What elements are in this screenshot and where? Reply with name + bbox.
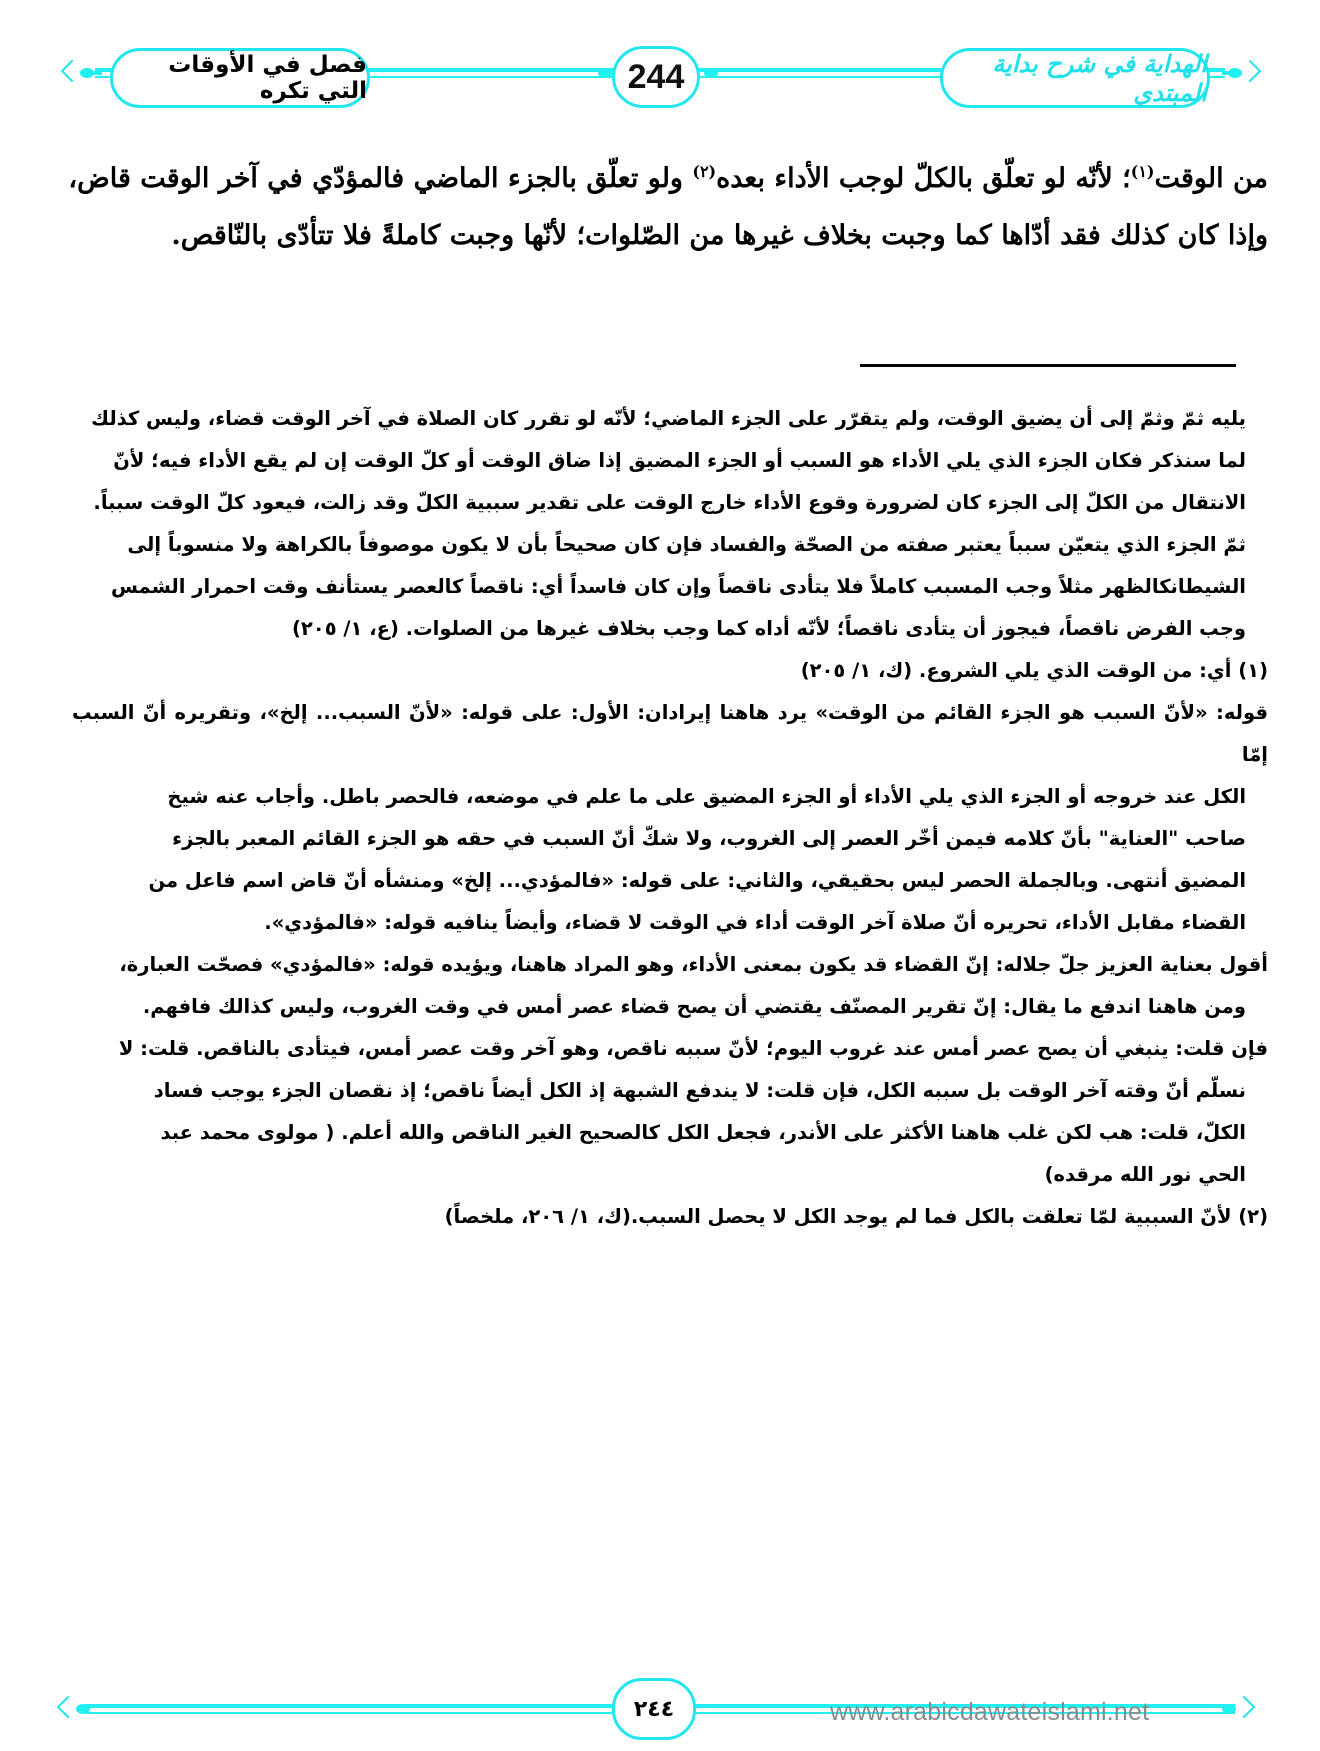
- commentary-line: المضيق أنتهى. وبالجملة الحصر ليس بحقيقي، والثاني: على قوله: «فالمؤدي... إلخ» ومنشأه أنّ قاض اسم فاعل من: [148, 869, 1246, 892]
- main-text-segment: ولو تعلّق بالجزء الماضي فالمؤدّي في آخر الوقت قاض،: [68, 163, 693, 194]
- main-text-segment: ؛ لأنّه لو تعلّق بالكلّ لوجب الأداء بعده: [716, 163, 1131, 194]
- commentary-block-2: [72, 692, 1268, 944]
- page-footer: [0, 1640, 1320, 1751]
- footnotes: [72, 398, 1268, 1238]
- commentary-line: القضاء مقابل الأداء، تحريره أنّ صلاة آخر الوقت أداء في الوقت لا قضاء، وأيضاً ينافيه قوله: «فالمؤدي».: [264, 911, 1246, 934]
- footnote-ref-1[interactable]: (١): [1130, 162, 1155, 181]
- commentary-block-4: [72, 1028, 1268, 1196]
- footer-page-number: ٢٤٤: [633, 1696, 675, 1722]
- commentary-line: أقول بعناية العزيز جلّ جلاله: إنّ القضاء قد يكون بمعنى الأداء، وهو المراد هاهنا، ويؤيده قوله: «فالمؤدي» فصحّت العبارة،: [119, 953, 1268, 976]
- commentary-line: وجب الفرض ناقصاً، فيجوز أن يتأدى ناقصاً؛ لأنّه أداه كما وجب بخلاف غيرها من الصلوات. (ع، ١/ ٢٠٥): [291, 617, 1246, 640]
- right-finial-icon: [1222, 62, 1260, 84]
- center-left-finial-icon: [578, 62, 616, 84]
- commentary-text: يرد هاهنا إيرادان: الأول: على قوله: «لأنّ السبب... إلخ»، وتقريره أنّ السبب إمّا: [72, 701, 1268, 766]
- footnote-divider: [860, 364, 1236, 367]
- footnote-1: (١) أي: من الوقت الذي يلي الشروع. (ك، ١/ ٢٠٥): [800, 659, 1268, 682]
- left-finial-icon: [60, 62, 98, 84]
- footer-right-finial-icon: [1218, 1698, 1256, 1720]
- commentary-line: فإن قلت: ينبغي أن يصح عصر أمس عند غروب اليوم؛ لأنّ سببه ناقص، وهو آخر وقت عصر أمس، فيتأدى بالناقص. قلت: لا: [118, 1037, 1268, 1060]
- main-text-line: وإذا كان كذلك فقد أدّاها كما وجبت بخلاف غيرها من الصّلوات؛ لأنّها وجبت كاملةً فلا تتأدّى بالنّاقص.: [171, 220, 1268, 251]
- commentary-line: الانتقال من الكلّ إلى الجزء كان لضرورة وقوع الأداء خارج الوقت على تقدير سببية الكلّ وقد زالت، فيعود كلّ الوقت سبباً.: [93, 491, 1246, 514]
- book-title-badge: [940, 48, 1210, 108]
- footnote-ref-2[interactable]: (٢): [692, 162, 717, 181]
- main-text-line: [52, 150, 1268, 207]
- commentary-line: ومن هاهنا اندفع ما يقال: إنّ تقرير المصنّف يقتضي أن يصح قضاء عصر أمس في وقت الغروب، وليس كذالك فافهم.: [142, 995, 1246, 1018]
- commentary-block-3: [72, 944, 1268, 1028]
- commentary-line: الشيطانكالظهر مثلاً وجب المسبب كاملاً فلا يتأدى ناقصاً وإن كان فاسداً أي: ناقصاً كالعصر يستأنف وقت احمرار الشمس: [110, 575, 1246, 598]
- commentary-line: ثمّ الجزء الذي يتعيّن سبباً يعتبر صفته من الصحّة والفساد فإن كان صحيحاً بأن لا يكون موصوفاً بالكراهة ولا منسوباً إلى: [127, 533, 1246, 556]
- book-title: الهداية في شرح بداية المبتدي: [992, 49, 1207, 107]
- commentary-line: نسلّم أنّ وقته آخر الوقت بل سببه الكل، فإن قلت: لا يندفع الشبهة إذ الكل أيضاً ناقص؛ إذ نقصان الجزء يوجب فساد: [153, 1079, 1246, 1102]
- commentary-line: [72, 692, 1268, 776]
- commentary-line: صاحب "العناية" بأنّ كلامه فيمن أخّر العصر إلى الغروب، ولا شكّ أنّ السبب في حقه هو الجزء القائم المعبر بالجزء: [172, 827, 1246, 850]
- page-header: [0, 0, 1320, 130]
- page-number: 244: [627, 57, 685, 96]
- main-text: [52, 150, 1268, 264]
- center-right-finial-icon: [700, 62, 738, 84]
- section-title-badge: [110, 48, 370, 108]
- watermark-url[interactable]: www.arabicdawateislami.net: [830, 1698, 1150, 1726]
- main-text-segment: من الوقت: [1154, 163, 1268, 194]
- lemma-quote: قوله: «لأنّ السبب هو الجزء القائم من الوقت»: [815, 701, 1268, 724]
- commentary-line: الكلّ، قلت: هب لكن غلب هاهنا الأكثر على الأندر، فجعل الكل كالصحيح الغير الناقص والله أعلم. ( مولوى محمد عبد: [160, 1121, 1246, 1144]
- commentary-block-1: [72, 398, 1268, 650]
- footer-page-number-badge: [612, 1678, 696, 1740]
- footer-left-finial-icon: [56, 1698, 94, 1720]
- section-title: فصل في الأوقات التي تكره: [168, 52, 367, 104]
- commentary-line: الحي نور الله مرقده): [1044, 1163, 1246, 1186]
- commentary-line: لما سنذكر فكان الجزء الذي يلي الأداء هو السبب أو الجزء المضيق إذا ضاق الوقت أو كلّ الوقت إن لم يقع الأداء فيه؛ لأنّ: [113, 449, 1246, 472]
- footnote-2: (٢) لأنّ السببية لمّا تعلقت بالكل فما لم يوجد الكل لا يحصل السبب.(ك، ١/ ٢٠٦، ملخصاً): [444, 1205, 1268, 1228]
- commentary-line: الكل عند خروجه أو الجزء الذي يلي الأداء أو الجزء المضيق على ما علم في موضعه، فالحصر باطل. وأجاب عنه شيخ: [167, 785, 1246, 808]
- page-number-badge: [612, 46, 700, 108]
- commentary-line: يليه ثمّ وثمّ إلى أن يضيق الوقت، ولم يتقرّر على الجزء الماضي؛ لأنّه لو تقرر كان الصلاة في آخر الوقت قضاء، وليس كذلك: [91, 407, 1246, 430]
